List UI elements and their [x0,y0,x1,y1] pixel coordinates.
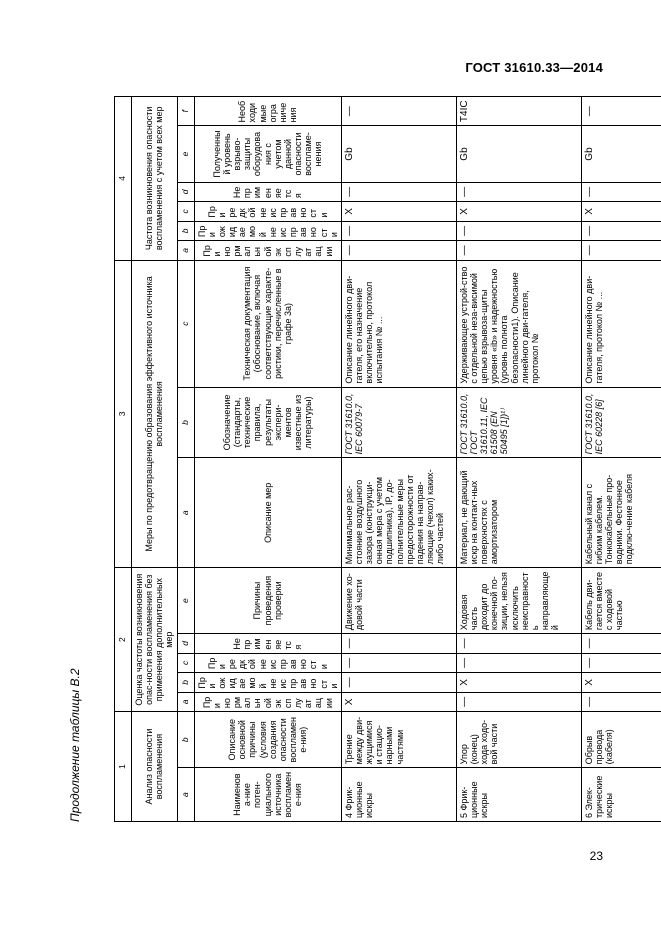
ignition-hazard-table [114,96,661,822]
head-technical-documentation: Техническая документация (обоснование, включая соответствующие характе-ристики, перечисленные в графе 3а) [194,260,341,387]
cell-2b: X [581,673,661,693]
cell-3c: Описание линейного дви-гателя, протокол № ... [581,260,661,387]
cell-2d: — [456,634,581,654]
col-num-2: 2 [115,568,132,712]
cell-4e: Gb [456,126,581,182]
document-header: ГОСТ 31610.33—2014 [465,60,603,75]
cell-4d: — [341,182,456,202]
cell-2c: — [341,653,456,673]
cell-3c: Удерживающее устрой-ство с отдельной неза-висимой цепью взрывоза-щиты уровня «ib» и надежностью (уровнь полнота безопасности1). Описание линейного дви-гателя, протокол № [456,260,581,387]
cell-source-name: 4 Фрик-ционные искры [341,768,456,822]
sub-a: a [177,692,194,712]
cell-3c: Описание линейного дви-гателя, его назначение включительно, протокол испытания № ... [341,260,456,387]
group-frequency-with-measures: Частота возникновения опасности воспламенения с учетом всех мер [132,97,178,261]
cell-3b: ГОСТ 31610.0, IEC 60228 [6] [581,387,661,458]
cell-2b: — [341,673,456,693]
sub-a: a [177,458,194,568]
cell-2d: — [341,634,456,654]
cell-4f: — [341,97,456,126]
cell-4b: — [341,221,456,241]
sub-f: f [177,97,194,126]
head-check-reasons: Причины проведения проверки [194,568,341,634]
cell-source-name: 5 Фрик-ционные искры [456,768,581,822]
cell-4b: — [581,221,661,241]
head-source-name: Наименова-ние потен-циального источника воспламене-ния [194,768,341,822]
cell-4c: X [456,202,581,222]
head-expected-fault: При ожидаемой неисправности [194,673,341,693]
head-measures-description: Описание мер [194,458,341,568]
cell-source-name: 6 Элек-трические искры [581,768,661,822]
cell-4f: — [581,97,661,126]
cell-4d: — [456,182,581,202]
head-restrictions: Необходимые ограничения [194,97,341,126]
head-expected-fault-2: При ожидаемой неисправности [194,221,341,241]
col-num-1: 1 [115,712,132,822]
head-normal-operation-2: При нормальной эксплуатации [194,241,341,261]
head-standards: Обозначение (стандарты, технические правила, результаты экспери-ментов известные из литературы) [194,387,341,458]
cell-cause: Трение между дви-жущимися и стацио-нарными частями [341,712,456,768]
table-row [341,97,456,822]
cell-4d: — [581,182,661,202]
sub-b: b [177,712,194,768]
table-row [456,97,581,822]
cell-2c: — [456,653,581,673]
cell-4a: — [341,241,456,261]
table-row [581,97,661,822]
cell-4c: X [341,202,456,222]
sub-b: b [177,673,194,693]
cell-cause: Упор (конец) хода ходо-вой части [456,712,581,768]
cell-4b: — [456,221,581,241]
head-normal-operation: При нормальной эксплуатации [194,692,341,712]
sub-d: d [177,634,194,654]
cell-cause: Обрыв провода (кабеля) [581,712,661,768]
cell-4f: T4IC [456,97,581,126]
cell-3a: Минимальное рас-стояние воздушного зазора (конструкци-онная мера с учетом подшипника), IP, до-полнительные меры предосторожности от падения на направ-ляющие (чехол) каких-либо частей [341,458,456,568]
sub-a: a [177,768,194,822]
cell-2e: Движение хо-довой части [341,568,456,634]
sub-e: e [177,568,194,634]
sub-e: e [177,126,194,182]
cell-4e: Gb [341,126,456,182]
cell-2d: — [581,634,661,654]
sub-b: b [177,387,194,458]
head-rare-fault-2: При редкой неисправности [194,202,341,222]
cell-2b: X [456,673,581,693]
table-caption: Продолжение таблицы В.2 [68,668,82,822]
sub-c: c [177,202,194,222]
cell-2c: — [581,653,661,673]
head-protection-level: Полученный уровень взрыво-защиты оборудования с учетом данной опасности воспламе-нения [194,126,341,182]
sub-c: c [177,653,194,673]
head-not-applicable-2: Не применяется [194,182,341,202]
cell-4a: — [581,241,661,261]
group-preventive-measures: Меры по предотвращению образования эффективного источника воспламенения [132,260,178,568]
cell-2e: Ходовая часть доходит до конечной по-зиции, нельзя исключить неисправность направляющей [456,568,581,634]
cell-2a: — [456,692,581,712]
sub-b: b [177,221,194,241]
cell-4c: X [581,202,661,222]
group-frequency-without-measures: Оценка частоты возникновения опас-ности воспламенения без применения дополнительных мер [132,568,178,712]
group-hazard-analysis: Анализ опасности воспламенения [132,712,178,822]
page-number: 23 [589,849,603,863]
sub-d: d [177,182,194,202]
col-num-3: 3 [115,260,132,568]
head-not-applicable: Не применяется [194,634,341,654]
cell-4a: — [456,241,581,261]
head-rare-fault: При редкой неисправности [194,653,341,673]
cell-3a: Материал, не дающий искр на контакт-ных поверхностях с амортизатором [456,458,581,568]
cell-3a: Кабельный канал с гибким кабелем. Тонкокабельные про-водники. Фестонное подклю-чение кабеля [581,458,661,568]
cell-3b: ГОСТ 31610.0, IEC 60079-7 [341,387,456,458]
col-num-4: 4 [115,97,132,261]
sub-c: c [177,260,194,387]
cell-2a: — [581,692,661,712]
cell-4e: Gb [581,126,661,182]
rotated-table-block [68,96,635,822]
cell-2e: Кабель дви-гается вместе с ходовой частью [581,568,661,634]
sub-a: a [177,241,194,261]
head-cause: Описание основной причины (условия создания опасности воспламене-ния) [194,712,341,768]
cell-2a: X [341,692,456,712]
cell-3b: ГОСТ 31610.0, ГОСТ 31610.11, IEC 61508 (EN 50495 [1])¹⁾ [456,387,581,458]
